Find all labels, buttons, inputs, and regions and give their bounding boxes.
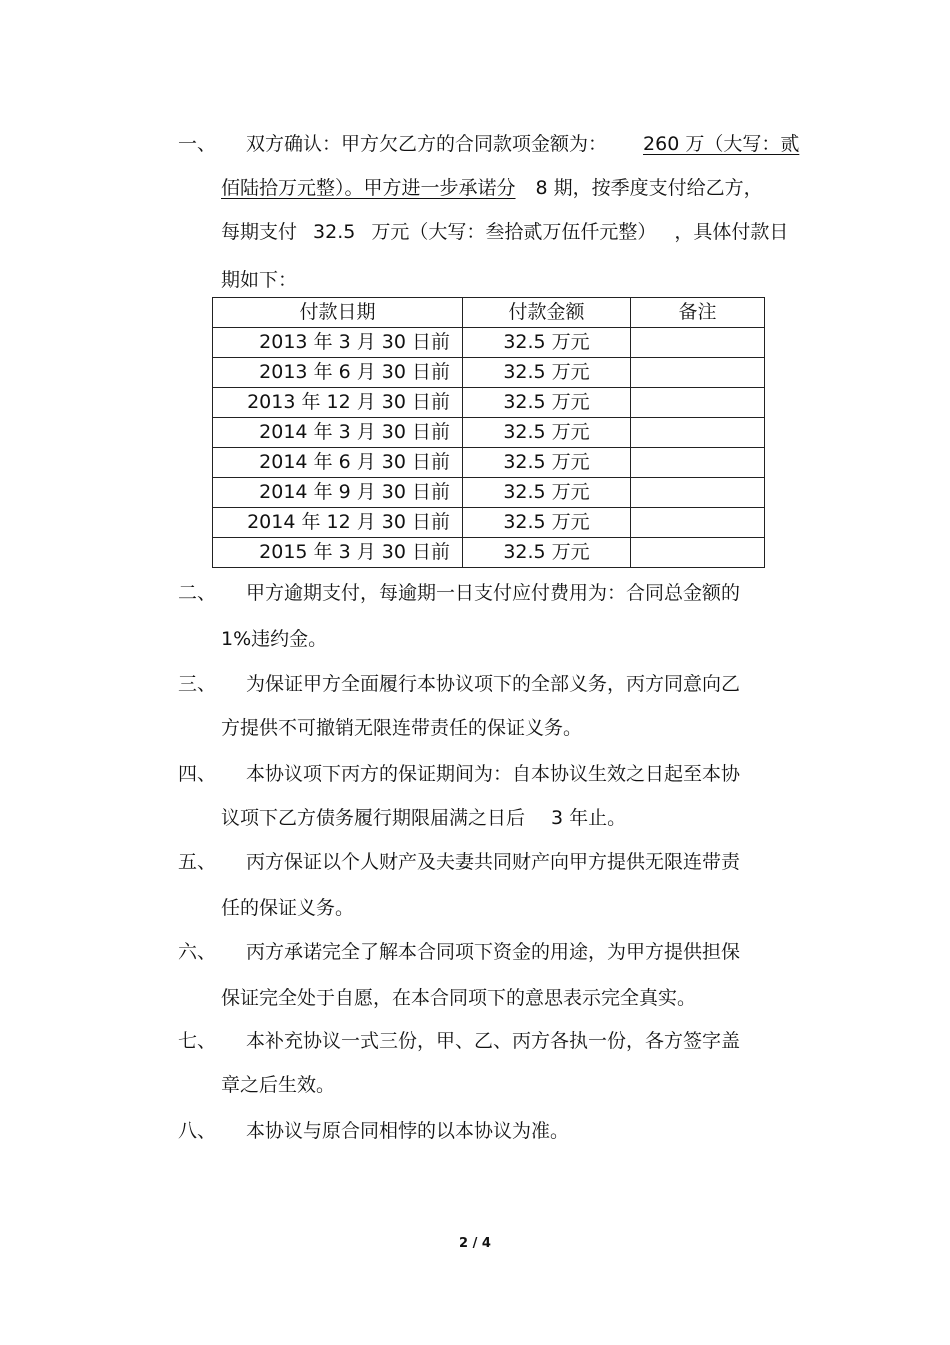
table-row <box>213 478 765 508</box>
clause-8-line-1: 本协议与原合同相悖的以本协议为准。 <box>246 1120 570 1142</box>
clause-3-line-1: 为保证甲方全面履行本协议项下的全部义务，丙方同意向乙 <box>246 673 741 695</box>
table-row <box>213 418 765 448</box>
table-header-row <box>213 298 765 328</box>
clause-3-line-2: 方提供不可撤销无限连带责任的保证义务。 <box>221 717 583 739</box>
payment-amount-cell: 32.5 万元 <box>463 538 631 568</box>
clause-2-line-2: 1%违约金。 <box>221 628 328 650</box>
note-cell <box>631 448 765 478</box>
clause-number: 五、 <box>178 851 217 873</box>
clause-5-line-1: 丙方保证以个人财产及夫妻共同财产向甲方提供无限连带责 <box>246 851 741 873</box>
clause-7-line-1: 本补充协议一式三份，甲、乙、丙方各执一份，各方签字盖 <box>246 1030 741 1052</box>
clause-6-line-2: 保证完全处于自愿，在本合同项下的意思表示完全真实。 <box>221 987 697 1009</box>
period-amount: 32.5 <box>313 221 356 243</box>
header-payment-amount: 付款金额 <box>463 298 631 328</box>
payment-amount-cell: 32.5 万元 <box>463 328 631 358</box>
clause-text: 8 期，按季度支付给乙方， <box>535 177 763 199</box>
page-number: 2 / 4 <box>459 1236 491 1251</box>
table-row <box>213 448 765 478</box>
clause-number: 三、 <box>178 673 217 695</box>
clause-2-line-1: 甲方逾期支付，每逾期一日支付应付费用为：合同总金额的 <box>246 582 741 604</box>
clause-5-line-2: 任的保证义务。 <box>221 897 355 919</box>
clause-text: 3 年止。 <box>551 807 627 829</box>
clause-text: ，具体付款日 <box>674 221 789 243</box>
clause-text: 双方确认：甲方欠乙方的合同款项金额为： <box>246 133 608 155</box>
clause-1-line-1 <box>246 122 799 166</box>
clause-text: 每期支付 <box>221 221 298 243</box>
clause-text: 议项下乙方债务履行期限届满之日后 <box>221 807 526 829</box>
amount-underlined: 260 万（大写：贰 <box>643 133 800 155</box>
payment-amount-cell: 32.5 万元 <box>463 358 631 388</box>
table-row <box>213 328 765 358</box>
payment-date-cell: 2013 年 12 月 30 日前 <box>213 388 463 418</box>
note-cell <box>631 418 765 448</box>
payment-amount-cell: 32.5 万元 <box>463 388 631 418</box>
clause-7-line-2: 章之后生效。 <box>221 1074 336 1096</box>
clause-number: 七、 <box>178 1030 217 1052</box>
payment-date-cell: 2015 年 3 月 30 日前 <box>213 538 463 568</box>
payment-date-cell: 2013 年 6 月 30 日前 <box>213 358 463 388</box>
clause-4-line-2 <box>221 796 626 840</box>
amount-words-underlined: 佰陆拾万元整）。甲方进一步承诺分 <box>221 177 516 199</box>
payment-amount-cell: 32.5 万元 <box>463 448 631 478</box>
table-row <box>213 538 765 568</box>
payment-date-cell: 2013 年 3 月 30 日前 <box>213 328 463 358</box>
clause-1-line-4: 期如下： <box>221 269 298 291</box>
table-row <box>213 388 765 418</box>
table-row <box>213 358 765 388</box>
payment-date-cell: 2014 年 3 月 30 日前 <box>213 418 463 448</box>
clause-number: 四、 <box>178 763 217 785</box>
payment-date-cell: 2014 年 9 月 30 日前 <box>213 478 463 508</box>
header-note: 备注 <box>631 298 765 328</box>
payment-amount-cell: 32.5 万元 <box>463 418 631 448</box>
table-row <box>213 508 765 538</box>
payment-date-cell: 2014 年 6 月 30 日前 <box>213 448 463 478</box>
payment-schedule-table <box>212 297 765 568</box>
payment-date-cell: 2014 年 12 月 30 日前 <box>213 508 463 538</box>
payment-amount-cell: 32.5 万元 <box>463 508 631 538</box>
clause-number: 八、 <box>178 1120 217 1142</box>
clause-6-line-1: 丙方承诺完全了解本合同项下资金的用途，为甲方提供担保 <box>246 941 741 963</box>
clause-1-line-2 <box>221 166 763 210</box>
header-payment-date: 付款日期 <box>213 298 463 328</box>
clause-number: 一、 <box>178 133 217 155</box>
note-cell <box>631 328 765 358</box>
note-cell <box>631 508 765 538</box>
clause-number: 六、 <box>178 941 217 963</box>
clause-number: 二、 <box>178 582 217 604</box>
clause-text: 万元（大写：叁拾贰万伍仟元整） <box>371 221 657 243</box>
note-cell <box>631 478 765 508</box>
payment-amount-cell: 32.5 万元 <box>463 478 631 508</box>
clause-1-line-3 <box>221 210 788 254</box>
clause-4-line-1: 本协议项下丙方的保证期间为：自本协议生效之日起至本协 <box>246 763 741 785</box>
note-cell <box>631 388 765 418</box>
note-cell <box>631 358 765 388</box>
note-cell <box>631 538 765 568</box>
